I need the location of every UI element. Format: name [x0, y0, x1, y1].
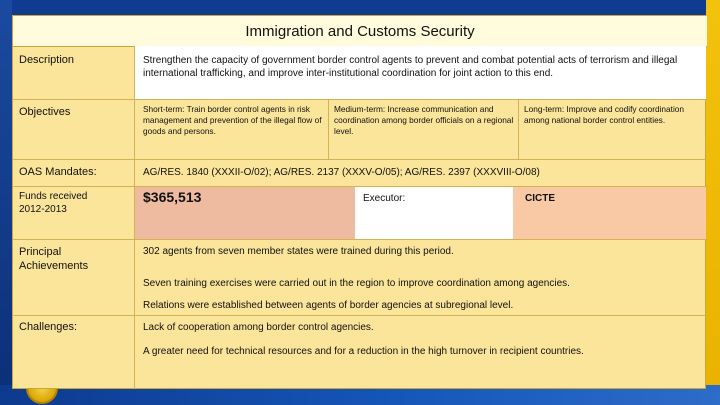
- objective-divider: [518, 99, 519, 159]
- achievements-label: [19, 245, 88, 273]
- challenge-item: Lack of cooperation among border control agencies.: [143, 322, 374, 333]
- mandates-label: OAS Mandates:: [19, 166, 97, 178]
- challenge-item: A greater need for technical resources and for a reduction in the high turnover in recipient countries.: [143, 346, 584, 357]
- achievement-item: Seven training exercises were carried out in the region to improve coordination among agencies.: [143, 278, 570, 289]
- mandates-text: AG/RES. 1840 (XXXII-O/02); AG/RES. 2137 (XXXV-O/05); AG/RES. 2397 (XXXVIII-O/08): [143, 167, 540, 178]
- objective-short-term: Short-term: Train border control agents in risk management and prevention of the illegal flow of goods and persons.: [143, 104, 322, 136]
- funds-label: [19, 190, 87, 216]
- project-card: [12, 15, 706, 389]
- description-label: Description: [19, 54, 75, 66]
- achievements-label-line2: Achievements: [19, 260, 89, 272]
- challenges-label: Challenges:: [19, 321, 78, 333]
- objective-divider: [328, 99, 329, 159]
- objective-medium-term: Medium-term: Increase communication and coordination among border officials on a regional level.: [334, 104, 514, 136]
- row-divider: [13, 99, 707, 100]
- row-divider: [13, 159, 707, 160]
- background-left-band: [0, 0, 12, 405]
- executor-label: Executor:: [363, 193, 406, 204]
- row-divider: [13, 315, 707, 316]
- objective-long-term: Long-term: Improve and codify coordination among national border control entities.: [524, 104, 685, 125]
- funds-amount: $365,513: [143, 189, 202, 205]
- description-text: Strengthen the capacity of government border control agents to prevent and combat potential acts of terrorism and illegal international trafficking, and improve inter-institutional coordination for joint action to this end.: [143, 55, 678, 79]
- slide-title: Immigration and Customs Security: [13, 16, 707, 47]
- funds-label-period: 2012-2013: [19, 204, 67, 215]
- achievement-item: Relations were established between agents of border agencies at subregional level.: [143, 300, 514, 311]
- achievements-label-line1: Principal: [19, 246, 62, 258]
- row-divider: [13, 239, 707, 240]
- background-right-band: [706, 0, 720, 405]
- objectives-label: Objectives: [19, 106, 71, 118]
- achievement-item: 302 agents from seven member states were trained during this period.: [143, 246, 454, 257]
- funds-label-line1: Funds received: [19, 191, 88, 202]
- executor-value: CICTE: [525, 193, 555, 204]
